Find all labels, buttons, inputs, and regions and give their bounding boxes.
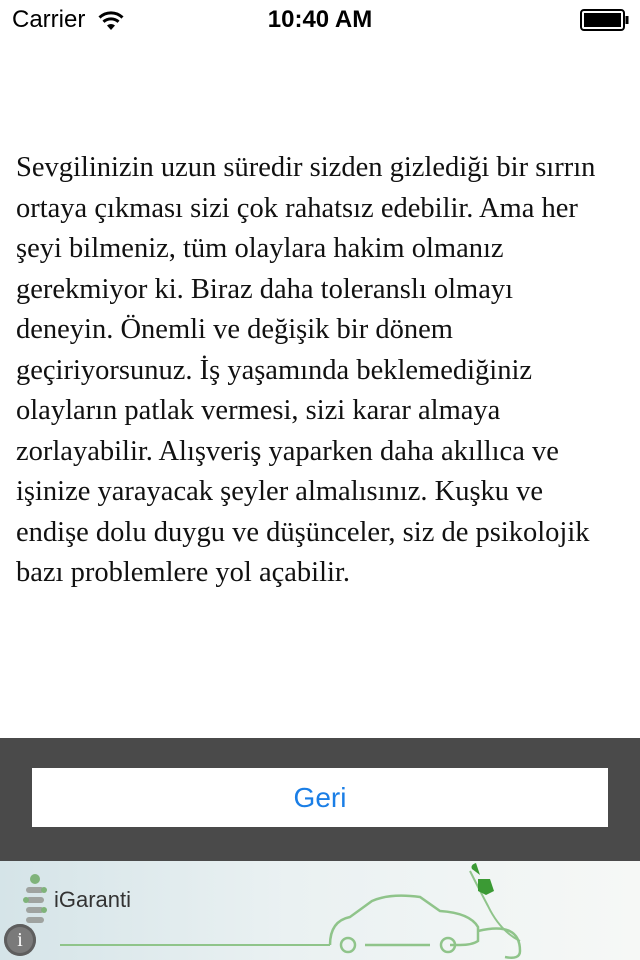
info-icon[interactable]: i — [4, 924, 36, 956]
status-time: 10:40 AM — [267, 6, 373, 33]
back-button[interactable]: Geri — [32, 768, 608, 827]
ad-banner[interactable] — [0, 861, 640, 960]
status-bar — [0, 0, 640, 40]
igaranti-logo-icon — [20, 871, 50, 927]
bottom-toolbar — [0, 738, 640, 861]
carrier-label: Carrier — [12, 6, 86, 33]
ad-brand-label: iGaranti — [54, 887, 132, 912]
horoscope-text: Sevgilinizin uzun süredir sizden gizlediği bir sırrın ortaya çıkması sizi çok rahatsız edebilir. Ama her şeyi bilmeniz, tüm olaylara hakim olmanız gerekmiyor ki. Biraz daha toleranslı olmayı deneyin. Önemli ve değişik bir dönem geçiriyorsunuz. İş yaşamında beklemediğiniz olayların patlak vermesi, sizi karar almaya zorlayabilir. Alışveriş yaparken daha akıllıca ve işinize yarayacak şeyler almalısınız. Kuşku ve endişe dolu duygu ve düşünceler, siz de psikolojik bazı problemlere yol açabilir. — [16, 152, 596, 588]
battery-icon — [580, 9, 630, 31]
